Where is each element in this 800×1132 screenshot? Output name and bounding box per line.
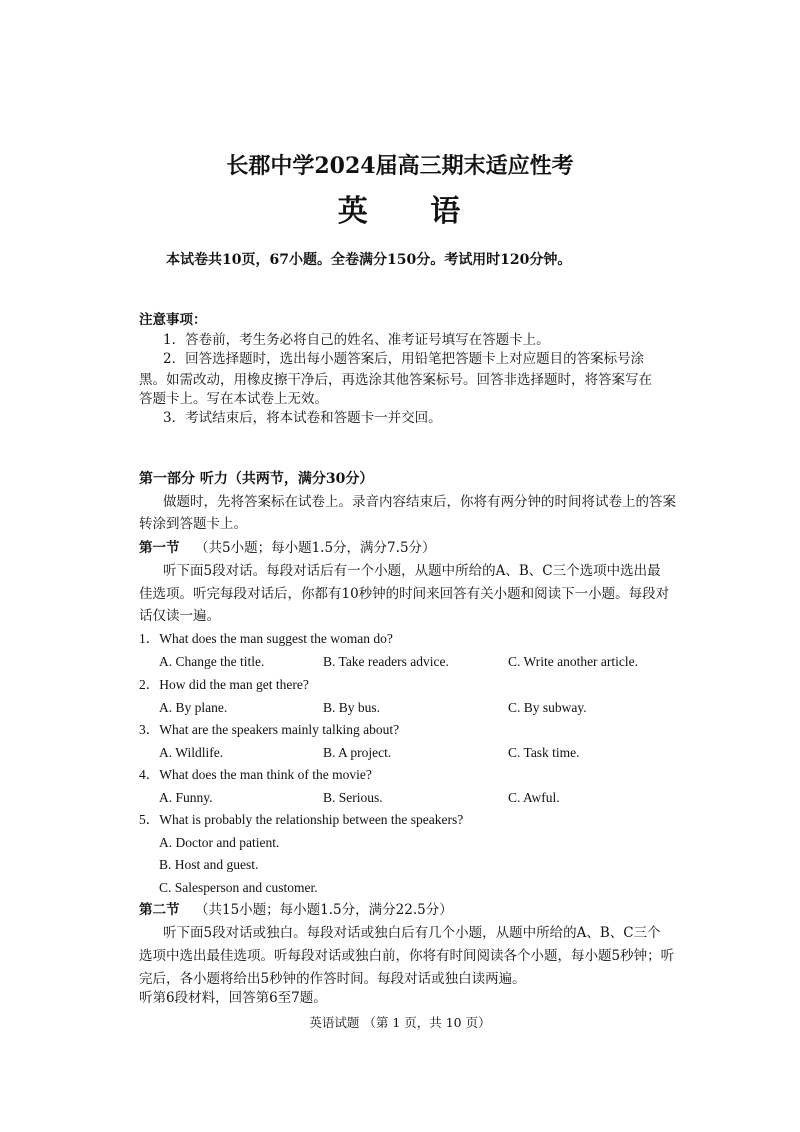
- section1-intro-line-2: 佳选项。听完每段对话后，你都有10秒钟的时间来回答有关小题和阅读下一小题。每段对: [139, 586, 670, 602]
- option-c: C. Write another article.: [508, 654, 639, 669]
- part1-intro-line-1: 做题时，先将答案标在试卷上。录音内容结束后，你将有两分钟的时间将试卷上的答案: [163, 494, 676, 510]
- note-item-3: 3．考试结束后，将本试卷和答题卡一并交回。: [163, 410, 442, 426]
- exam-title: 长郡中学2024届高三期末适应性考: [226, 153, 574, 179]
- question-stem: 4．What does the man think of the movie?: [139, 767, 372, 782]
- question-stem: 3．What are the speakers mainly talking about?: [139, 722, 400, 737]
- exam-info: 本试卷共10页，67小题。全卷满分150分。考试用时120分钟。: [166, 252, 572, 268]
- page-footer: 英语试题 （第 1 页，共 10 页）: [309, 1015, 491, 1030]
- part1-intro-line-2: 转涂到答题卡上。: [139, 516, 247, 532]
- section1-intro-line-3: 话仅读一遍。: [139, 608, 220, 624]
- option-b: B. Host and guest.: [159, 857, 259, 872]
- subject-title: 英 语: [337, 194, 487, 229]
- option-a: A. By plane.: [159, 700, 228, 715]
- section1-meta: （共5小题；每小题1.5分，满分7.5分）: [195, 540, 436, 556]
- notes-heading: 注意事项：: [139, 312, 207, 328]
- option-a: A. Doctor and patient.: [159, 835, 280, 850]
- section2-intro-line-2: 选项中选出最佳选项。听每段对话或独白前，你将有时间阅读各个小题，每小题5秒钟；听: [139, 948, 675, 964]
- note-item-2-line-3: 答题卡上。写在本试卷上无效。: [139, 391, 328, 407]
- option-c: C. Task time.: [508, 745, 580, 760]
- question-stem: 5．What is probably the relationship between the speakers?: [139, 812, 464, 827]
- option-a: A. Wildlife.: [159, 745, 224, 760]
- question-stem: 1．What does the man suggest the woman do?: [139, 631, 393, 646]
- option-a: A. Change the title.: [159, 654, 265, 669]
- option-b: B. Serious.: [323, 790, 383, 805]
- option-a: A. Funny.: [159, 790, 213, 805]
- option-b: B. A project.: [323, 745, 392, 760]
- section2-label: 第二节: [139, 902, 180, 918]
- note-item-2-line-1: 2．回答选择题时，选出每小题答案后，用铅笔把答题卡上对应题目的答案标号涂: [163, 351, 645, 367]
- question-stem: 2．How did the man get there?: [139, 677, 309, 692]
- note-item-1: 1．答卷前，考生务必将自己的姓名、准考证号填写在答题卡上。: [163, 332, 550, 348]
- option-b: B. Take readers advice.: [323, 654, 449, 669]
- section2-meta: （共15小题；每小题1.5分，满分22.5分）: [195, 902, 453, 918]
- section2-intro-line-3: 完后，各小题将给出5秒钟的作答时间。每段对话或独白读两遍。: [139, 971, 526, 987]
- note-item-2-line-2: 黑。如需改动，用橡皮擦干净后，再选涂其他答案标号。回答非选择题时，将答案写在: [139, 372, 652, 388]
- section1-intro-line-1: 听下面5段对话。每段对话后有一个小题，从题中所给的A、B、C三个选项中选出最: [163, 563, 661, 579]
- option-b: B. By bus.: [323, 700, 381, 715]
- option-c: C. Awful.: [508, 790, 560, 805]
- option-c: C. Salesperson and customer.: [159, 880, 318, 895]
- material-instruction: 听第6段材料，回答第6至7题。: [139, 990, 327, 1006]
- section1-label: 第一节: [139, 540, 180, 556]
- part1-heading: 第一部分 听力（共两节，满分30分）: [139, 471, 374, 487]
- option-c: C. By subway.: [508, 700, 587, 715]
- section2-intro-line-1: 听下面5段对话或独白。每段对话或独白后有几个小题，从题中所给的A、B、C三个: [163, 925, 661, 941]
